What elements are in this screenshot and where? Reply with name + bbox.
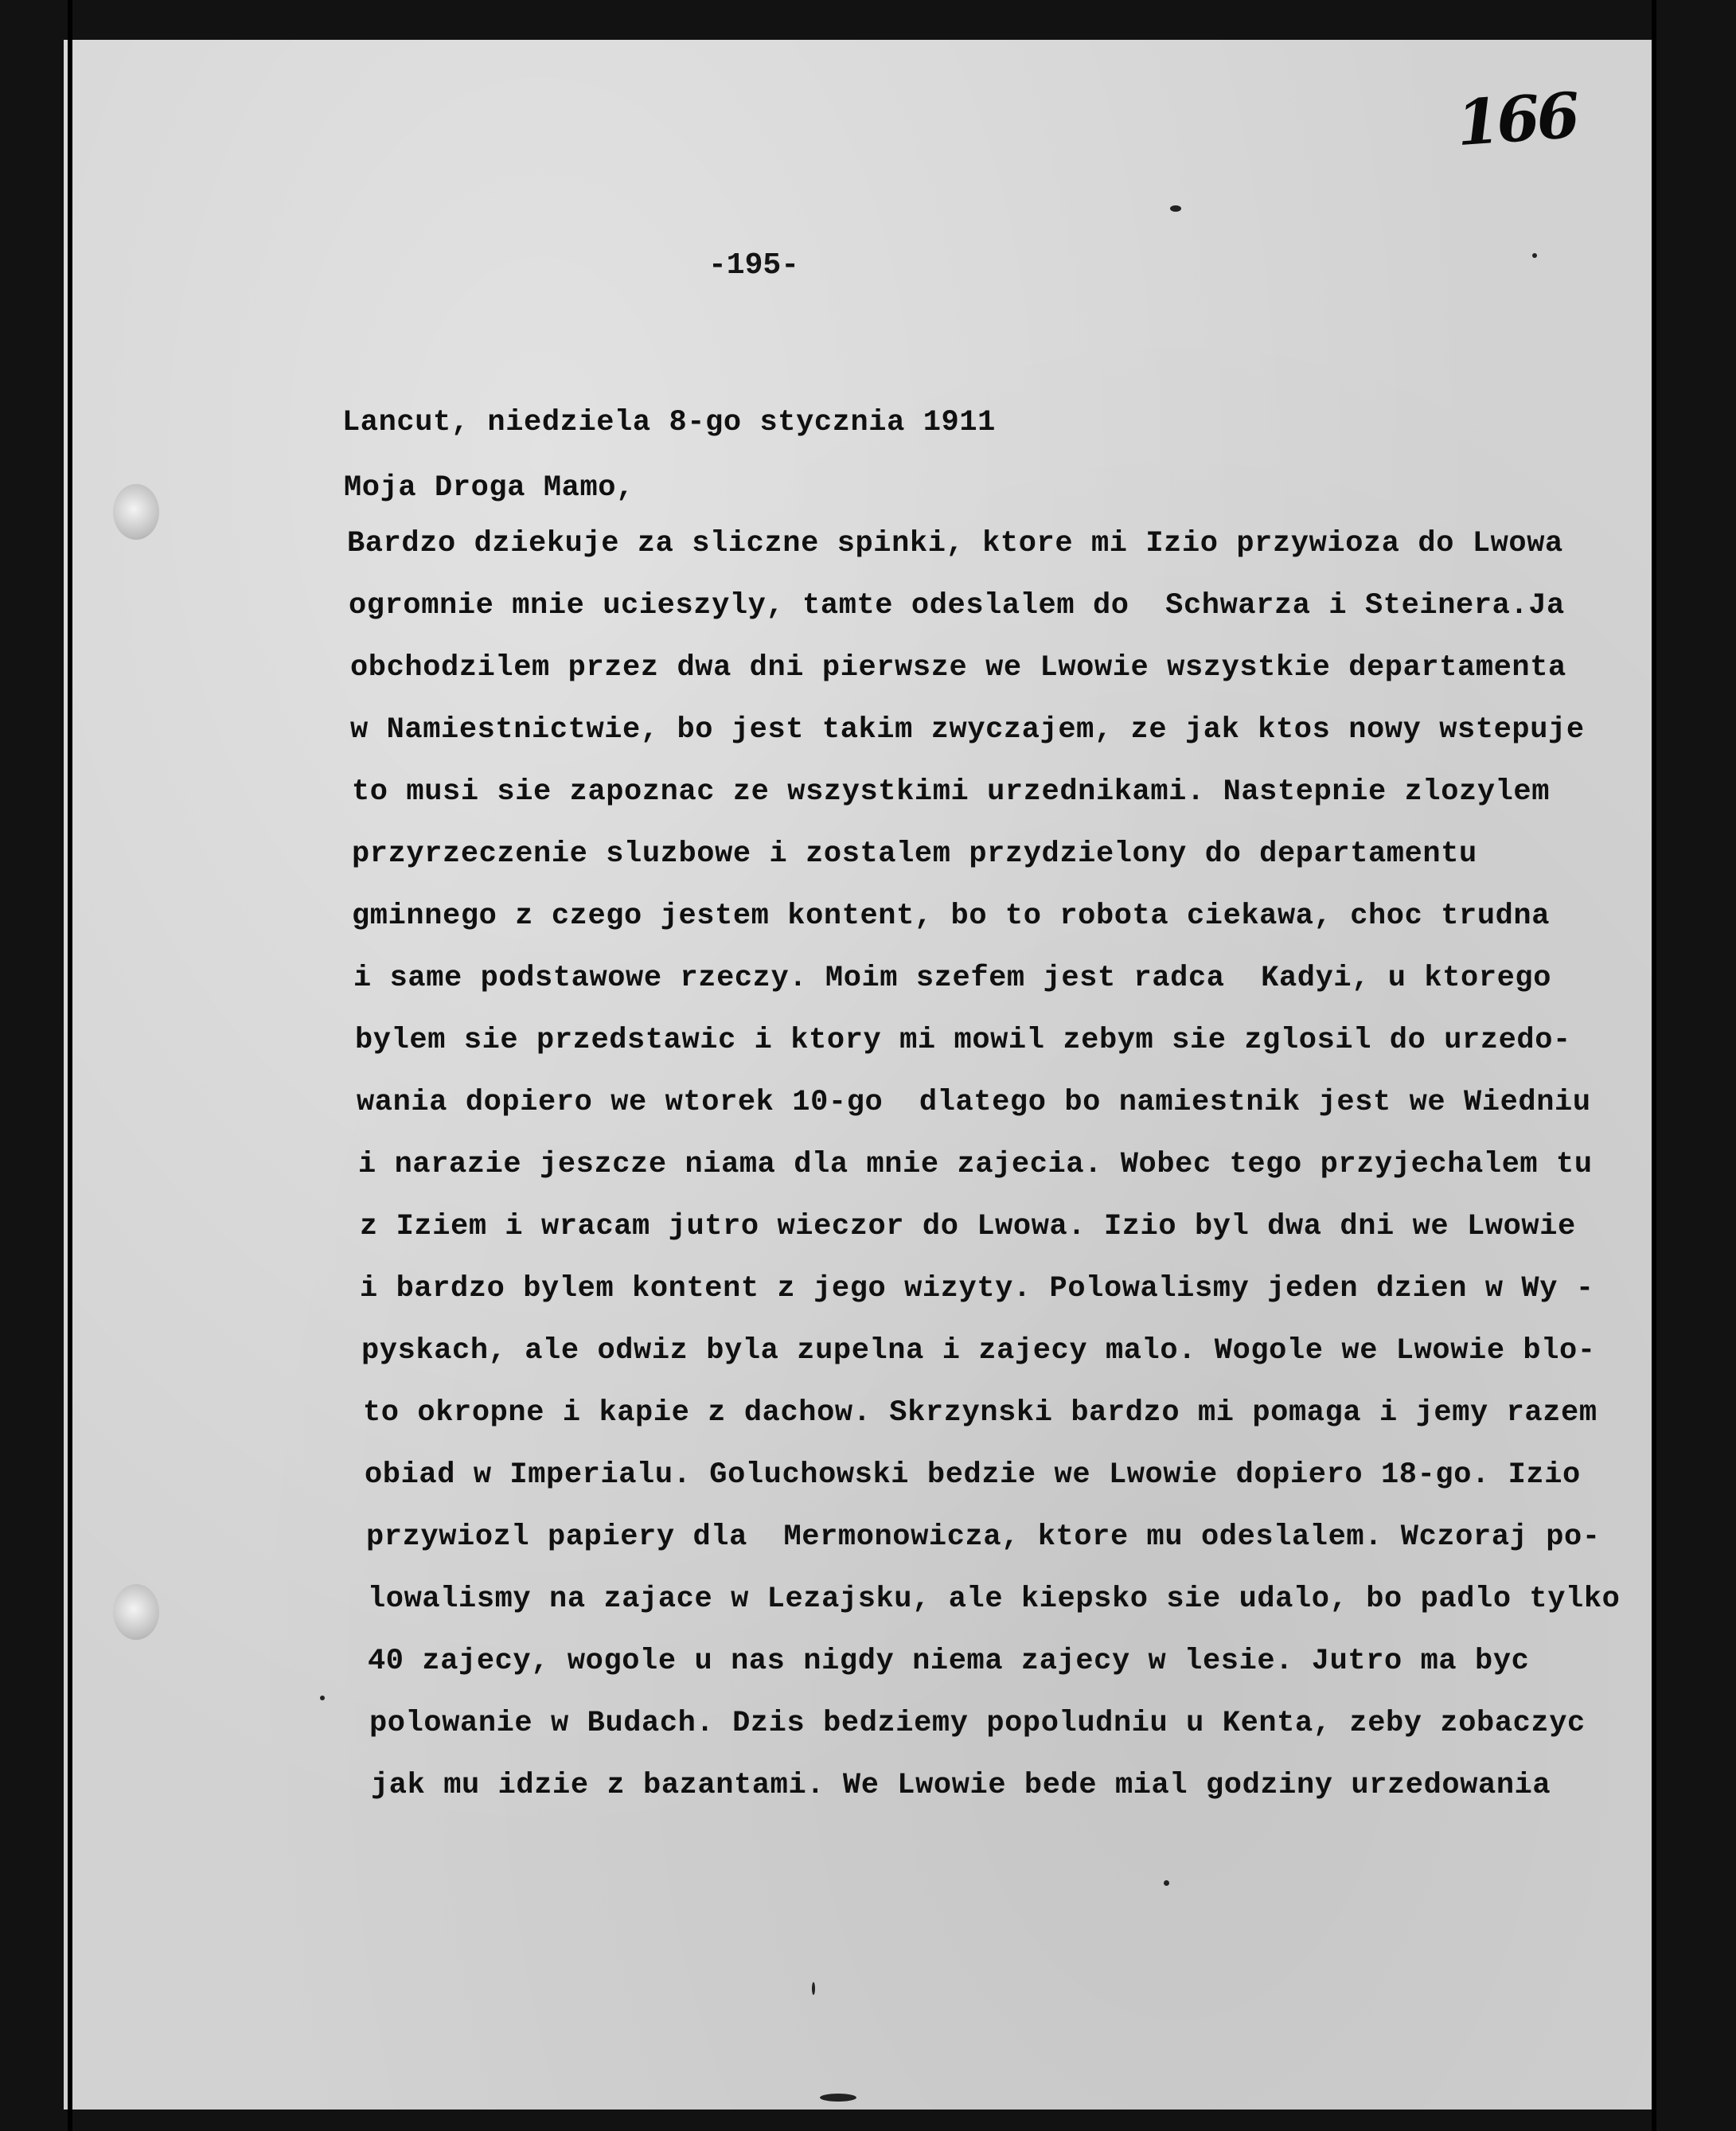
body-line: obchodzilem przez dwa dni pierwsze we Lwowie wszystkie departamenta: [350, 651, 1566, 685]
scan-speck: [1170, 205, 1181, 212]
body-line: polowanie w Budach. Dzis bedziemy popoludniu u Kenta, zeby zobaczyc: [369, 1707, 1586, 1740]
handwritten-folio-number: 166: [1454, 79, 1579, 161]
scan-speck: [812, 1982, 815, 1995]
body-line: w Namiestnictwie, bo jest takim zwyczajem, ze jak ktos nowy wstepuje: [350, 713, 1585, 747]
body-line: to okropne i kapie z dachow. Skrzynski bardzo mi pomaga i jemy razem: [363, 1396, 1598, 1430]
letter-dateline: Lancut, niedziela 8-go stycznia 1911: [342, 406, 996, 439]
body-line: bylem sie przedstawic i ktory mi mowil zebym sie zglosil do urzedo-: [355, 1024, 1571, 1057]
body-line: przyrzeczenie sluzbowe i zostalem przydzielony do departamentu: [352, 837, 1477, 871]
page-number: -195-: [708, 248, 800, 283]
body-line: i same podstawowe rzeczy. Moim szefem jest radca Kadyi, u ktorego: [353, 962, 1552, 995]
body-line: i narazie jeszcze niama dla mnie zajecia. Wobec tego przyjechalem tu: [358, 1148, 1593, 1181]
scan-speck: [820, 2094, 856, 2102]
body-line: z Iziem i wracam jutro wieczor do Lwowa. Izio byl dwa dni we Lwowie: [360, 1210, 1576, 1243]
body-line: Bardzo dziekuje za sliczne spinki, ktore mi Izio przywioza do Lwowa: [347, 527, 1563, 560]
body-line: gminnego z czego jestem kontent, bo to robota ciekawa, choc trudna: [352, 900, 1551, 933]
body-line: obiad w Imperialu. Goluchowski bedzie we Lwowie dopiero 18-go. Izio: [365, 1458, 1581, 1492]
scan-edge-left: [68, 0, 72, 2131]
letter-salutation: Moja Droga Mamo,: [344, 471, 634, 505]
body-line: to musi sie zapoznac ze wszystkimi urzednikami. Nastepnie zlozylem: [352, 775, 1551, 809]
body-line: pyskach, ale odwiz byla zupelna i zajecy malo. Wogole we Lwowie blo-: [361, 1334, 1596, 1368]
scan-speck: [1532, 253, 1537, 258]
punch-hole-lower: [113, 1584, 159, 1640]
scan-speck: [1164, 1880, 1169, 1886]
scan-edge-right: [1652, 0, 1656, 2131]
body-line: wania dopiero we wtorek 10-go dlatego bo namiestnik jest we Wiedniu: [357, 1086, 1591, 1119]
body-line: 40 zajecy, wogole u nas nigdy niema zajecy w lesie. Jutro ma byc: [368, 1645, 1530, 1678]
body-line: lowalismy na zajace w Lezajsku, ale kiepsko sie udalo, bo padlo tylko: [368, 1583, 1621, 1616]
body-line: jak mu idzie z bazantami. We Lwowie bede mial godziny urzedowania: [371, 1769, 1551, 1802]
punch-hole-upper: [113, 484, 159, 540]
body-line: i bardzo bylem kontent z jego wizyty. Polowalismy jeden dzien w Wy -: [360, 1272, 1594, 1306]
body-line: przywiozl papiery dla Mermonowicza, ktore mu odeslalem. Wczoraj po-: [366, 1520, 1601, 1554]
body-line: ogromnie mnie ucieszyly, tamte odeslalem do Schwarza i Steinera.Ja: [349, 589, 1565, 623]
scan-speck: [320, 1696, 325, 1700]
